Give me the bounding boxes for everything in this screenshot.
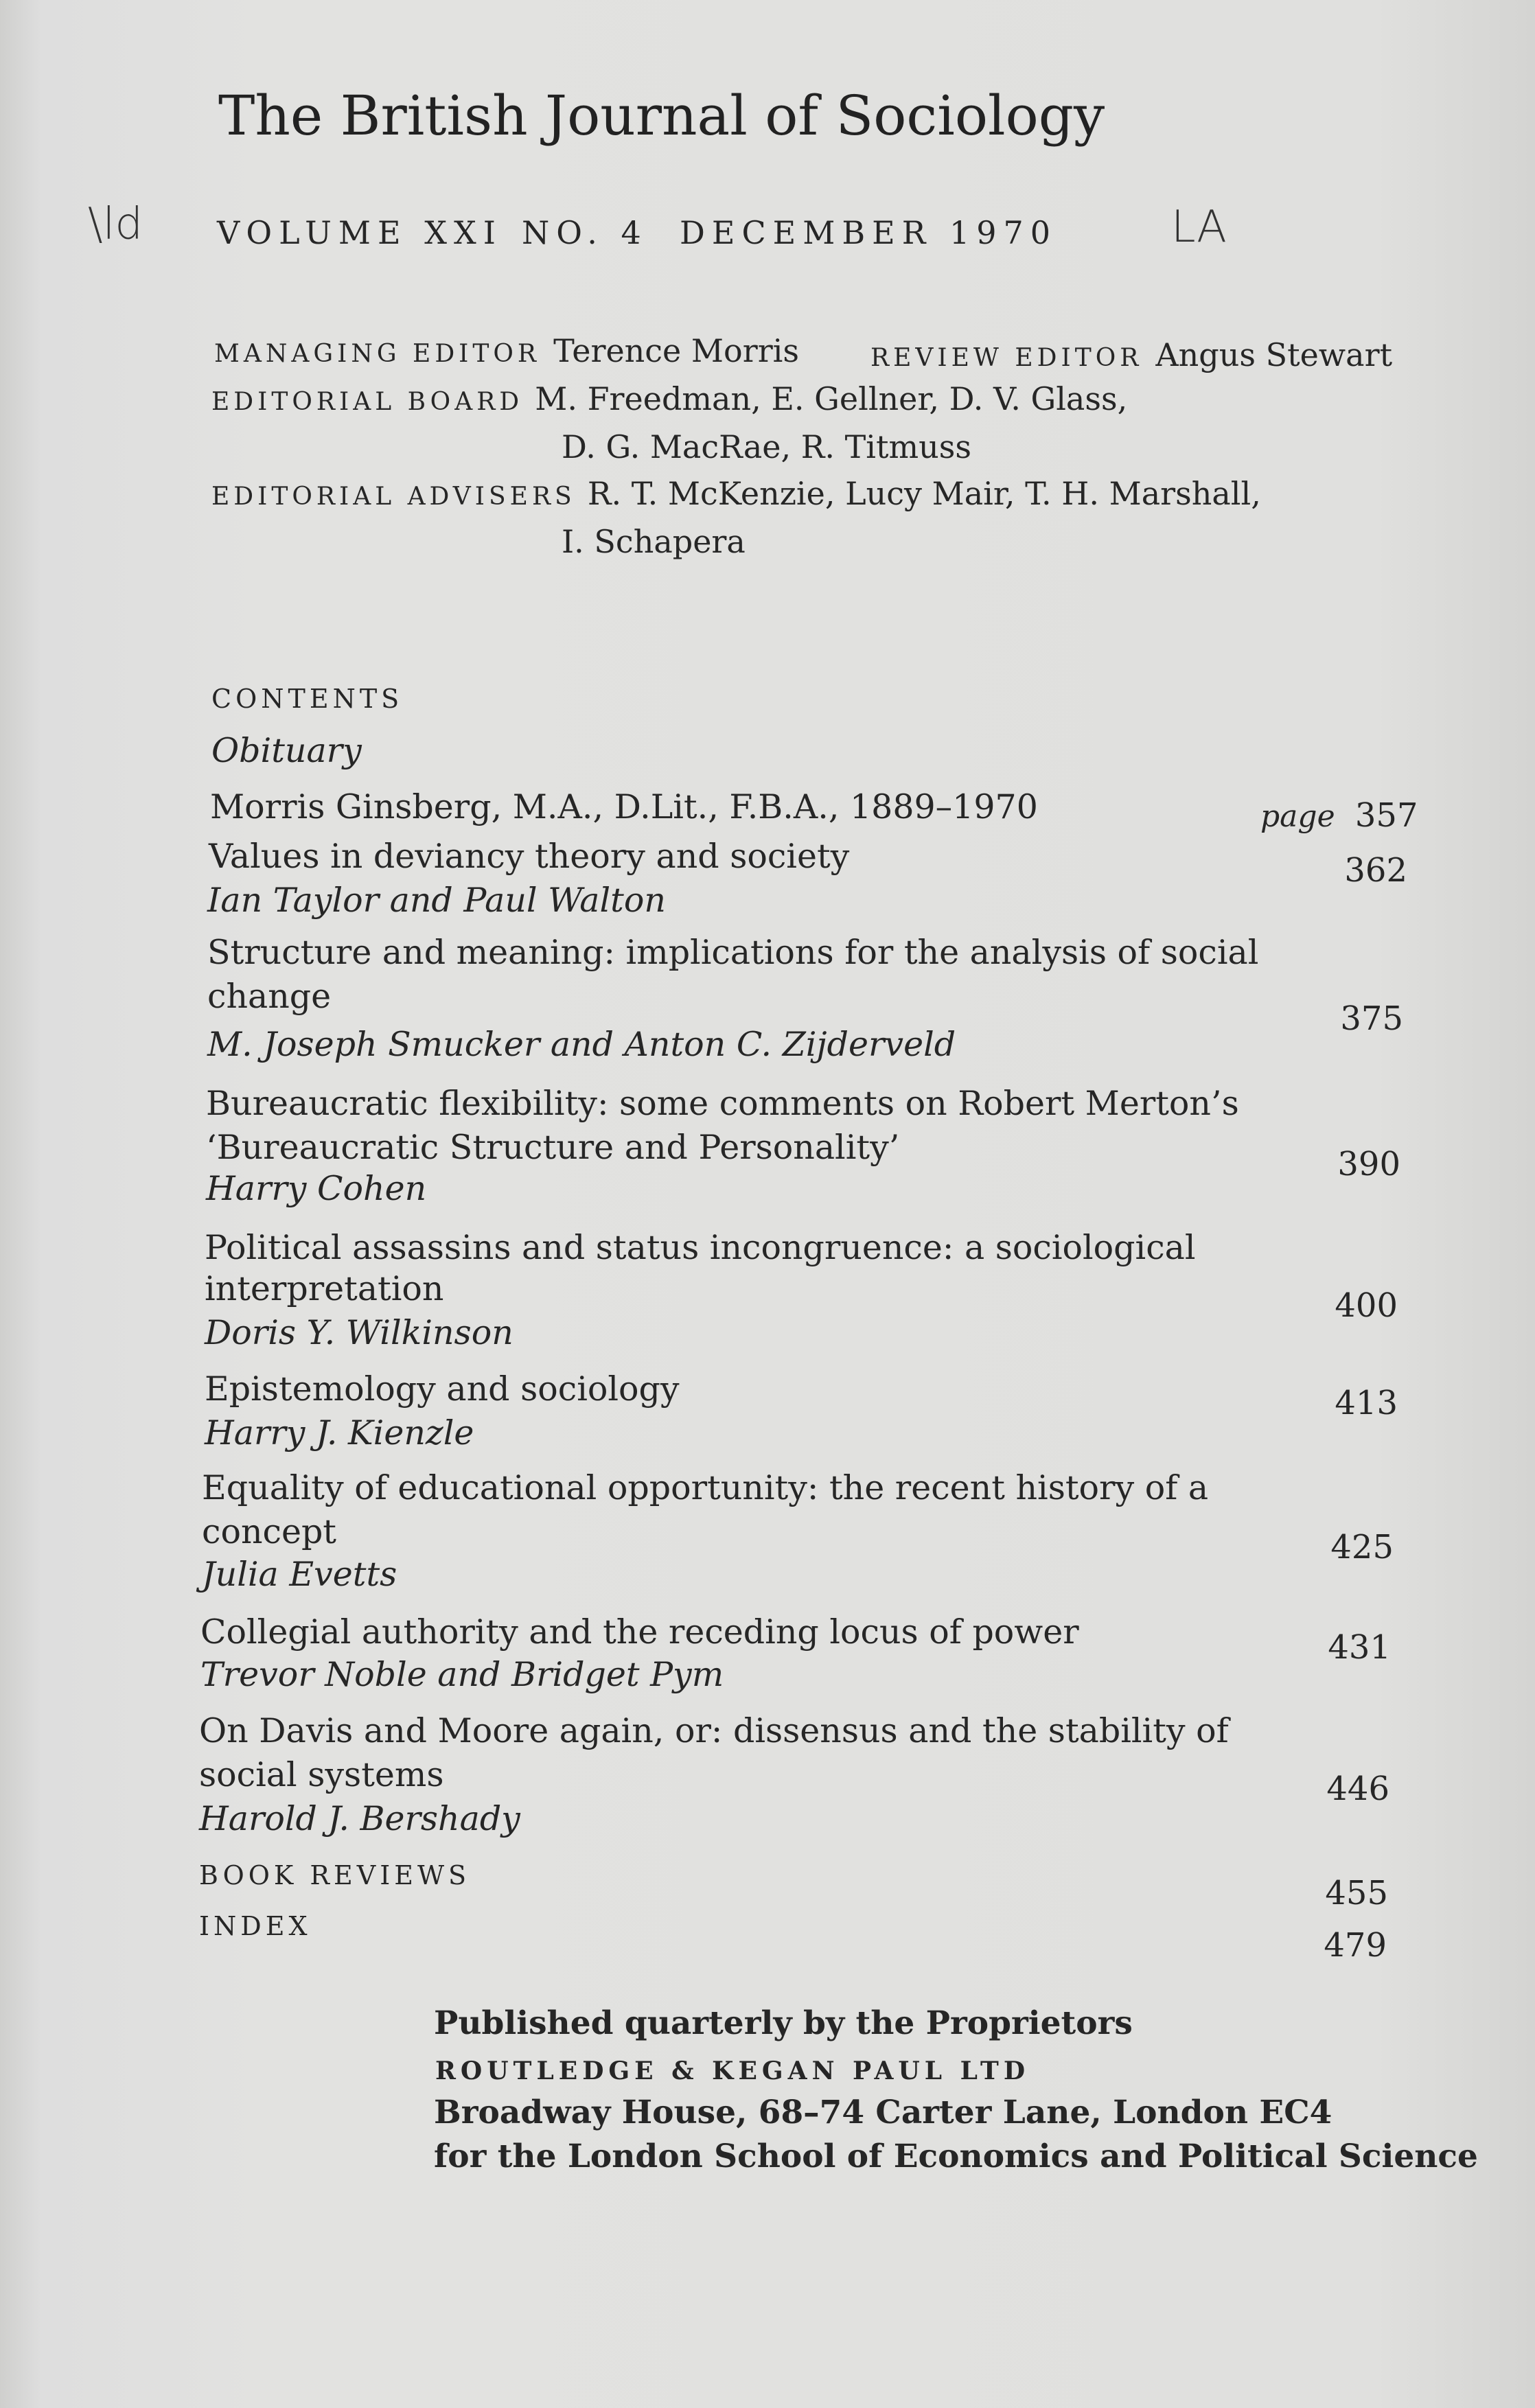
toc-entry-page: 425: [1330, 1528, 1394, 1566]
toc-entry-title-cont: change: [207, 977, 332, 1016]
toc-entry-title: Values in deviancy theory and society: [209, 837, 850, 876]
toc-entry-title: Morris Ginsberg, M.A., D.Lit., F.B.A., 1889–1970: [210, 787, 1038, 826]
handwritten-note-left: \ld: [88, 199, 143, 250]
managing-editor-label: MANAGING EDITOR: [214, 340, 541, 368]
toc-entry-author: Harry J. Kienzle: [205, 1413, 474, 1452]
toc-entry-author: Julia Evetts: [202, 1555, 397, 1594]
toc-entry-page: 446: [1326, 1770, 1389, 1808]
toc-entry-title-cont: social systems: [199, 1755, 444, 1794]
toc-entry-page: 431: [1328, 1628, 1391, 1667]
managing-editor-name: Terence Morris: [553, 332, 799, 369]
issue-volume: VOLUME XXI: [217, 214, 503, 251]
editorial-board-line1: M. Freedman, E. Gellner, D. V. Glass,: [535, 380, 1128, 417]
toc-entry-author: Trevor Noble and Bridget Pym: [200, 1655, 724, 1694]
book-reviews-page: 455: [1325, 1874, 1388, 1912]
review-editor-label: REVIEW EDITOR: [870, 344, 1143, 372]
publisher-line1: Published quarterly by the Proprietors: [434, 2004, 1133, 2042]
editorial-advisers-line2: I. Schapera: [562, 523, 746, 560]
toc-entry-page-row: [1260, 796, 1418, 835]
obituary-label: Obituary: [211, 731, 362, 770]
issue-number: NO. 4: [522, 214, 648, 251]
editorial-advisers-label: EDITORIAL ADVISERS: [211, 483, 576, 511]
toc-entry-author: Harold J. Bershady: [199, 1799, 520, 1838]
toc-entry-author: Ian Taylor and Paul Walton: [207, 881, 666, 920]
book-reviews-label: BOOK REVIEWS: [199, 1860, 471, 1890]
toc-entry-page: 400: [1335, 1286, 1398, 1325]
toc-entry-title: Collegial authority and the receding locus of power: [200, 1612, 1079, 1652]
editorial-advisers-line1: R. T. McKenzie, Lucy Mair, T. H. Marshall,: [587, 475, 1261, 512]
toc-entry-author: Doris Y. Wilkinson: [205, 1313, 513, 1352]
editorial-advisers-row: [211, 475, 1261, 512]
editorial-board-line2: D. G. MacRae, R. Titmuss: [562, 428, 971, 465]
toc-entry-page: 413: [1335, 1384, 1398, 1422]
toc-entry-title: On Davis and Moore again, or: dissensus and the stability of: [199, 1711, 1229, 1750]
toc-entry-title: Bureaucratic flexibility: some comments on Robert Merton’s: [206, 1084, 1239, 1123]
toc-entry-title: Political assassins and status incongruence: a sociological: [205, 1228, 1196, 1267]
toc-entry-title-cont: ‘Bureaucratic Structure and Personality’: [206, 1128, 900, 1167]
toc-entry-title: Equality of educational opportunity: the recent history of a: [202, 1468, 1209, 1507]
toc-entry-author: M. Joseph Smucker and Anton C. Zijderveld: [207, 1025, 956, 1064]
review-editor-name: Angus Stewart: [1155, 336, 1393, 373]
page-word: page: [1260, 799, 1335, 834]
toc-entry-title-cont: interpretation: [205, 1269, 444, 1308]
publisher-address: Broadway House, 68–74 Carter Lane, London EC4: [434, 2094, 1332, 2131]
toc-entry-page: 375: [1340, 999, 1403, 1038]
index-page: 479: [1324, 1926, 1387, 1965]
managing-editor-row: [214, 332, 799, 369]
toc-entry-page: 357: [1354, 796, 1418, 835]
toc-entry-title: Structure and meaning: implications for the analysis of social: [207, 933, 1259, 972]
review-editor-row: [870, 336, 1392, 373]
toc-entry-title-cont: concept: [202, 1512, 336, 1551]
handwritten-note-right: LA: [1171, 202, 1227, 253]
index-label: INDEX: [199, 1911, 312, 1941]
publisher-line4: for the London School of Economics and Political Science: [434, 2138, 1478, 2175]
contents-heading: CONTENTS: [211, 684, 404, 714]
journal-title: The British Journal of Sociology: [218, 84, 1105, 148]
editorial-board-label: EDITORIAL BOARD: [211, 388, 524, 416]
toc-entry-page: 362: [1344, 851, 1407, 890]
toc-entry-page: 390: [1337, 1145, 1400, 1183]
toc-entry-author: Harry Cohen: [206, 1169, 427, 1208]
editorial-board-row: [211, 380, 1127, 417]
publisher-name: ROUTLEDGE & KEGAN PAUL LTD: [435, 2057, 1030, 2085]
issue-date: DECEMBER 1970: [680, 214, 1058, 251]
toc-entry-title: Epistemology and sociology: [205, 1369, 680, 1409]
